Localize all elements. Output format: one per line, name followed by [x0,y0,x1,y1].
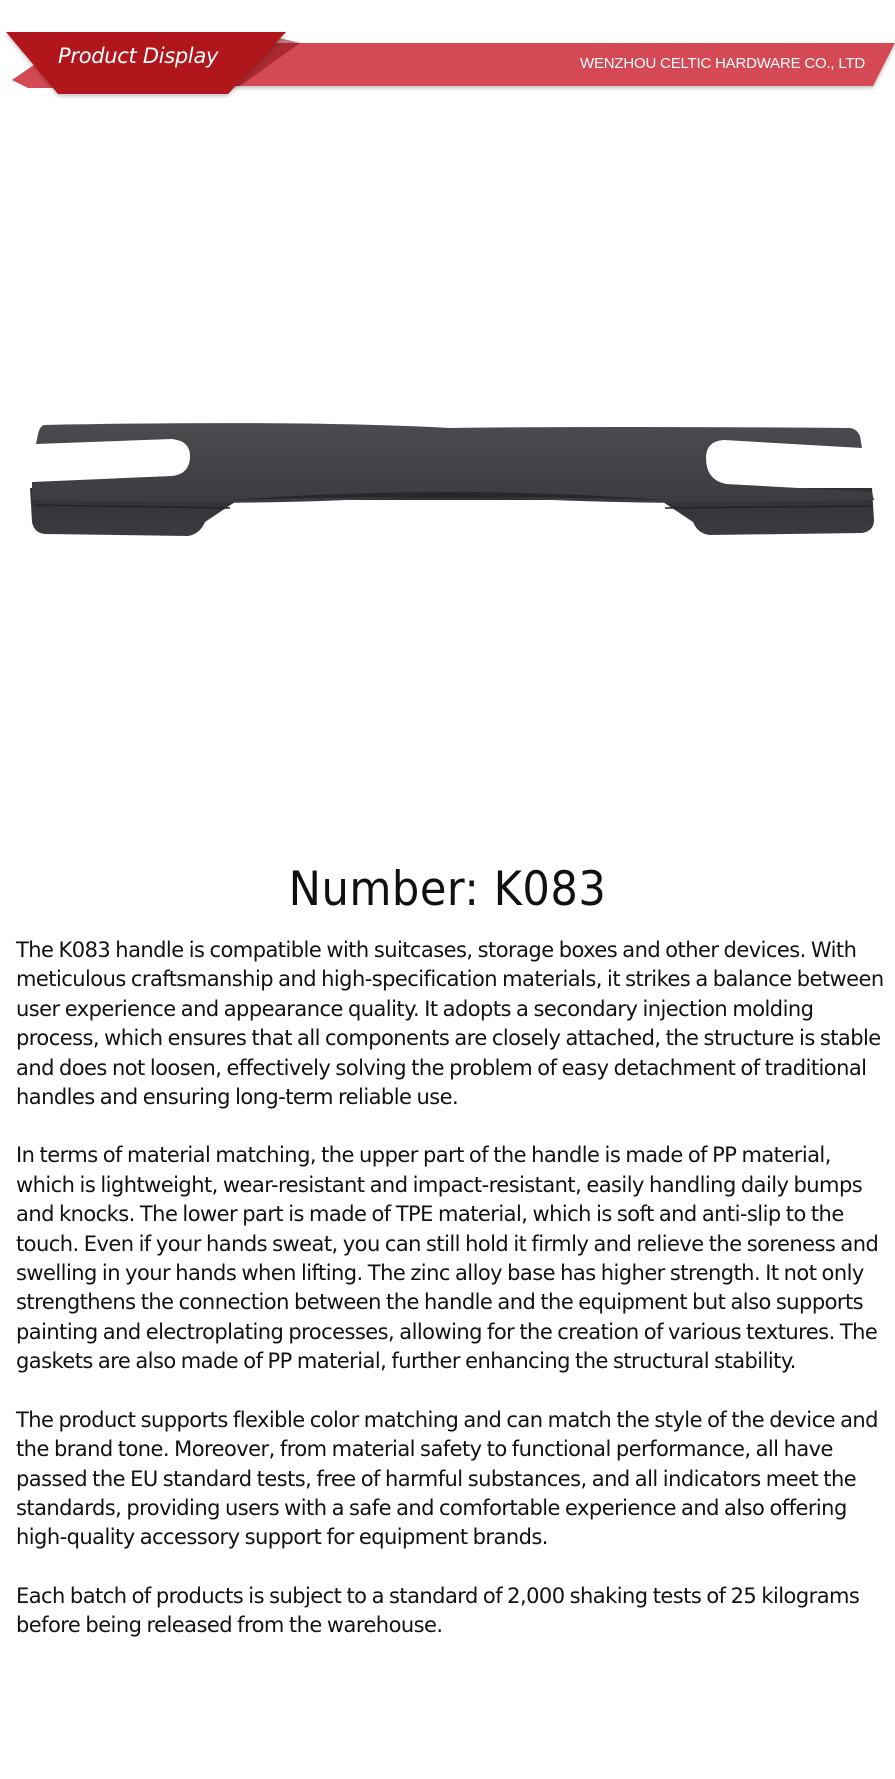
company-name: WENZHOU CELTIC HARDWARE CO., LTD [580,55,865,72]
description-paragraph: Each batch of products is subject to a standard of 2,000 shaking tests of 25 kilograms before being released from the warehouse. [16,1583,860,1638]
description-paragraph: In terms of material matching, the upper part of the handle is made of PP material, which is lightweight, wear-resistant and impact-resistant, easily handling daily bumps and knocks. The lower part is made of TPE material, which is soft and anti-slip to the touch. Even if your hands sweat, you can still hold it firmly and relieve the soreness and swelling in your hands when lifting. The zinc alloy base has higher strength. It not only strengthens the connection between the handle and the equipment but also supports painting and electroplating processes, allowing for the creation of various textures. The gaskets are also made of PP material, further enhancing the structural stability. [16,1143,879,1374]
product-number-heading: Number: K083 [288,862,607,917]
product-description [16,936,886,1670]
description-paragraph: The product supports flexible color matching and can match the style of the device and the brand tone. Moreover, from material safety to functional performance, all have passed the EU standard tests, free of harmful substances, and all indicators meet the standards, providing users with a safe and comfortable experience and also offering high-quality accessory support for equipment brands. [16,1407,878,1550]
product-image [0,100,895,860]
description-paragraph: The K083 handle is compatible with suitcases, storage boxes and other devices. With meticulous craftsmanship and high-specification materials, it strikes a balance between user experience and appearance quality. It adopts a secondary injection molding process, which ensures that all components are closely attached, the structure is stable and does not loosen, effectively solving the problem of easy detachment of traditional handles and ensuring long-term reliable use. [16,938,884,1110]
handle-illustration [0,100,895,860]
banner-title: Product Display [58,44,219,68]
header-banner [0,0,895,100]
